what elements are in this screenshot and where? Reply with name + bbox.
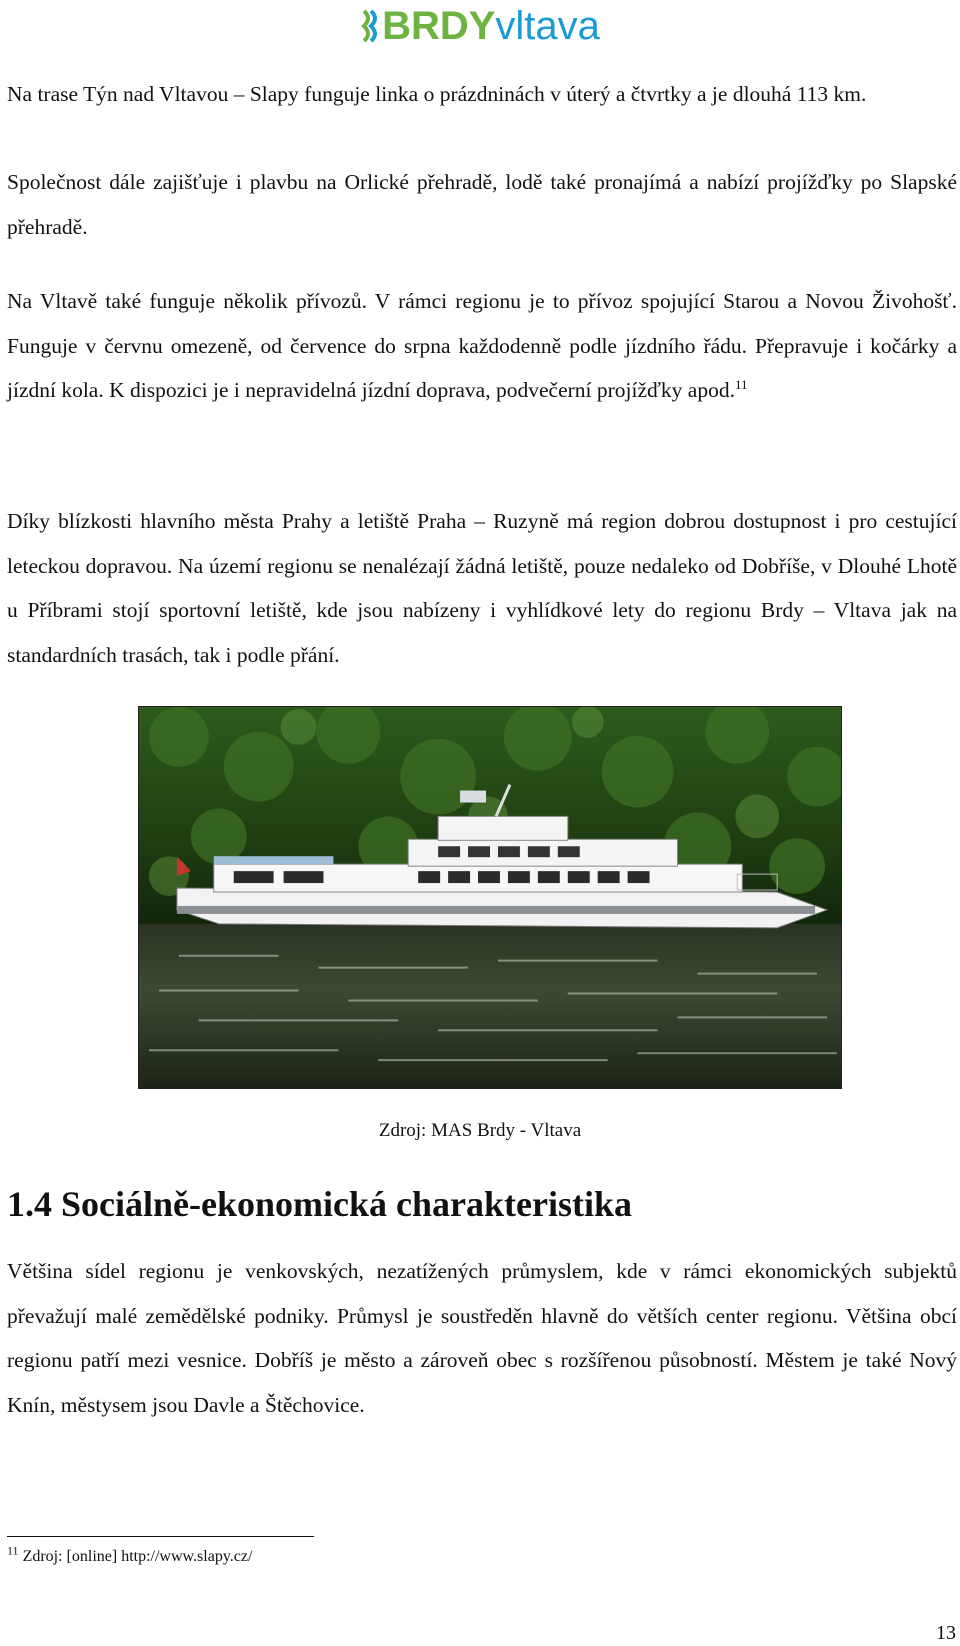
paragraph-1: Na trase Týn nad Vltavou – Slapy funguje linka o prázdninách v úterý a čtvrtky a je dlouhá 113 km.	[7, 82, 867, 106]
footnote-divider	[7, 1536, 314, 1537]
logo-wave-icon	[360, 9, 380, 43]
paragraph-2: Společnost dále zajišťuje i plavbu na Orlické přehradě, lodě také pronajímá a nabízí projížďky po Slapské přehradě.	[7, 170, 957, 239]
footnote	[7, 1543, 253, 1566]
paragraph-4: Díky blízkosti hlavního města Prahy a letiště Praha – Ruzyně má region dobrou dostupnost i pro cestující leteckou dopravou. Na území regionu se nenalézají žádná letiště, pouze nedaleko od Dobříše, v Dlouhé Lhotě u Příbrami stojí sportovní letiště, kde jsou nabízeny i vyhlídkové lety do regionu Brdy – Vltava jak na standardních trasách, tak i podle přání.	[7, 509, 957, 667]
section-body: Většina sídel regionu je venkovských, nezatížených průmyslem, kde v rámci ekonomických subjektů převažují malé zemědělské podniky. Průmysl je soustředěn hlavně do větších center regionu. Většina obcí regionu patří mezi vesnice. Dobříš je město a zároveň obec s rozšířenou působností. Městem je také Nový Knín, městysem jsou Davle a Štěchovice.	[7, 1259, 957, 1417]
footnote-text: Zdroj: [online] http://www.slapy.cz/	[22, 1548, 253, 1565]
boat-photo	[138, 706, 842, 1089]
footnote-ref: 11	[734, 376, 748, 392]
paragraph-3	[7, 279, 957, 413]
logo-brdy-vltava	[360, 6, 600, 46]
logo-text-vltava: vltava	[495, 4, 600, 48]
boat-on-river-image	[139, 707, 841, 1088]
logo-text-brdy: BRDY	[382, 4, 496, 48]
figure-caption: Zdroj: MAS Brdy - Vltava	[378, 1120, 582, 1141]
header-logo	[0, 0, 960, 52]
paragraph-3-text: Na Vltavě také funguje několik přívozů. V rámci regionu je to přívoz spojující Starou a Novou Živohošť. Funguje v červnu omezeně, od července do srpna každodenně podle jízdního řádu. Přepravuje i kočárky a jízdní kola. K dispozici je i nepravidelná jízdní doprava, podvečerní projížďky apod.	[7, 289, 957, 402]
footnote-number: 11	[7, 1543, 19, 1558]
section-heading: 1.4 Sociálně-ekonomická charakteristika	[7, 1184, 632, 1224]
page-number: 13	[936, 1622, 956, 1644]
